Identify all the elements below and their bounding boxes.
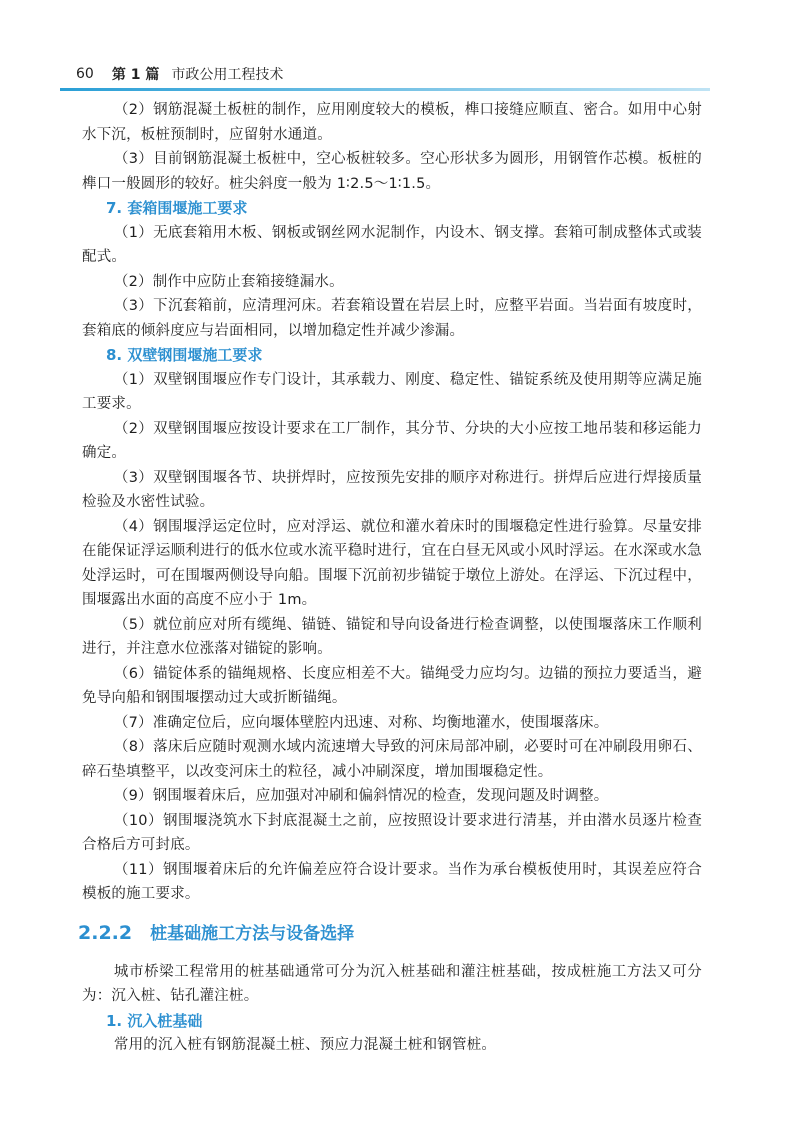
page-number: 60 [76, 66, 94, 82]
book-title: 市政公用工程技术 [171, 67, 284, 83]
paragraph: 常用的沉入桩有钢筋混凝土桩、预应力混凝土桩和钢管桩。 [113, 1037, 497, 1053]
paragraph: （3）双壁钢围堰各节、块拼焊时，应按预先安排的顺序对称进行。拼焊后应进行焊接质量检验及水密性试验。 [82, 469, 702, 510]
paragraph: （1）双壁钢围堰应作专门设计，其承载力、刚度、稳定性、锚锭系统及使用期等应满足施工要求。 [82, 371, 702, 412]
section-heading [78, 919, 702, 944]
paragraph: 城市桥梁工程常用的桩基础通常可分为沉入桩基础和灌注桩基础，按成桩施工方法又可分为：沉入桩、钻孔灌注桩。 [82, 963, 702, 1004]
paragraph: （3）下沉套箱前，应清理河床。若套箱设置在岩层上时，应整平岩面。当岩面有坡度时，套箱底的倾斜度应与岩面相同，以增加稳定性并减少渗漏。 [82, 298, 702, 339]
paragraph: （5）就位前应对所有缆绳、锚链、锚锭和导向设备进行检查调整，以使围堰落床工作顺利进行，并注意水位涨落对锚锭的影响。 [82, 616, 702, 657]
paragraph: （1）无底套箱用木板、钢板或钢丝网水泥制作，内设木、钢支撑。套箱可制成整体式或装配式。 [82, 224, 702, 265]
page-body [78, 98, 702, 1058]
section-title: 桩基础施工方法与设备选择 [150, 923, 355, 944]
section-number: 2.2.2 [78, 921, 133, 944]
subsection-heading: 1. 沉入桩基础 [106, 1011, 203, 1030]
header-rule [60, 88, 710, 91]
paragraph: （2）钢筋混凝土板桩的制作，应用刚度较大的模板，榫口接缝应顺直、密合。如用中心射水下沉，板桩预制时，应留射水通道。 [82, 102, 702, 143]
paragraph: （4）钢围堰浮运定位时，应对浮运、就位和灌水着床时的围堰稳定性进行验算。尽量安排在能保证浮运顺利进行的低水位或水流平稳时进行，宜在白昼无风或小风时浮运。在水深或水急处浮运时，可在围堰两侧设导向船。围堰下沉前初步锚锭于墩位上游处。在浮运、下沉过程中，围堰露出水面的高度不应小于 1m。 [82, 518, 702, 608]
paragraph: （11）钢围堰着床后的允许偏差应符合设计要求。当作为承台模板使用时，其误差应符合模板的施工要求。 [82, 861, 702, 902]
paragraph: （2）双壁钢围堰应按设计要求在工厂制作，其分节、分块的大小应按工地吊装和移运能力确定。 [82, 420, 702, 461]
paragraph: （7）准确定位后，应向堰体壁腔内迅速、对称、均衡地灌水，使围堰落床。 [113, 714, 609, 731]
subsection-heading: 7. 套箱围堰施工要求 [106, 199, 248, 217]
subsection-heading: 8. 双壁钢围堰施工要求 [106, 346, 263, 364]
page-header [76, 62, 710, 86]
paragraph: （8）落床后应随时观测水域内流速增大导致的河床局部冲刷，必要时可在冲刷段用卵石、碎石垫填整平，以改变河床土的粒径，减小冲刷深度，增加围堰稳定性。 [82, 739, 702, 780]
paragraph: （6）锚锭体系的锚绳规格、长度应相差不大。锚绳受力应均匀。边锚的预拉力要适当，避免导向船和钢围堰摆动过大或折断锚绳。 [82, 665, 702, 706]
paragraph: （9）钢围堰着床后，应加强对冲刷和偏斜情况的检查，发现问题及时调整。 [113, 788, 609, 804]
paragraph: （3）目前钢筋混凝土板桩中，空心板桩较多。空心形状多为圆形，用钢管作芯模。板桩的榫口一般圆形的较好。桩尖斜度一般为 1∶2.5～1∶1.5。 [82, 151, 702, 192]
paragraph: （2）制作中应防止套箱接缝漏水。 [113, 273, 344, 290]
paragraph: （10）钢围堰浇筑水下封底混凝土之前，应按照设计要求进行清基，并由潜水员逐片检查合格后方可封底。 [82, 812, 702, 853]
part-label: 第 1 篇 [111, 67, 160, 83]
